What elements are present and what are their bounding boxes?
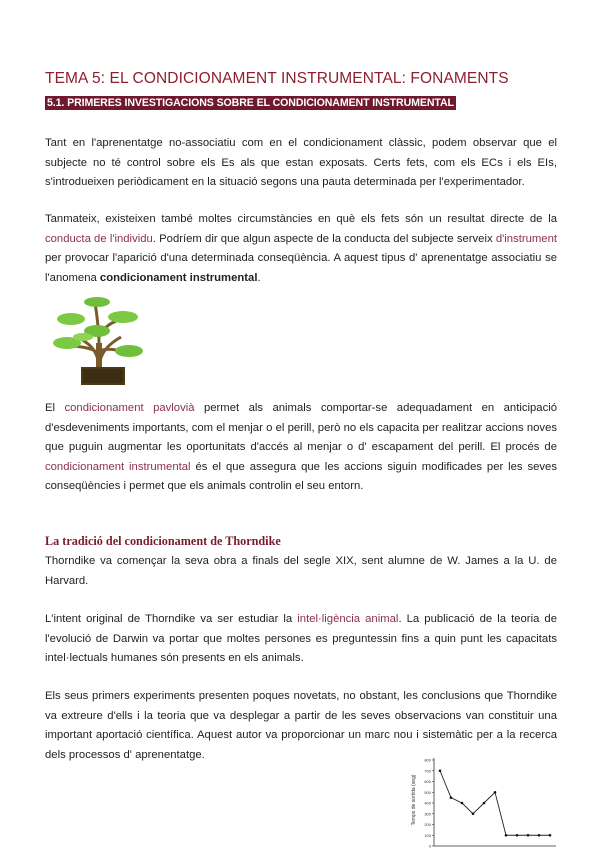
learning-curve-chart <box>400 752 560 848</box>
series-line <box>440 771 550 836</box>
section-subtitle: 5.1. PRIMERES INVESTIGACIONS SOBRE EL CONDICIONAMENT INSTRUMENTAL <box>47 97 454 109</box>
data-point <box>439 769 442 772</box>
y-tick-label: 500 <box>424 789 431 795</box>
link-condicionament-instrumental[interactable]: condicionament instrumental <box>45 460 191 473</box>
data-point <box>549 834 552 837</box>
link-condicionament-pavlovia[interactable]: condicionament pavlovià <box>64 402 195 414</box>
data-point <box>461 802 464 805</box>
y-axis-label: Temps de sortida (seg) <box>411 774 417 826</box>
link-conducta-individu[interactable]: conducta de l'individu <box>45 232 153 245</box>
data-point <box>516 834 519 837</box>
paragraph-thorndike-intent: L'intent original de Thorndike va ser estudiar la intel·ligència animal. La publicació de la teoria de l'evolució de Darwin va portar que moltes persones es preguntessin fins a quin punt les capacitats intel·lectuals humanes són presents en els animals. <box>45 613 557 664</box>
data-point <box>527 834 530 837</box>
data-point <box>450 796 453 799</box>
y-tick-label: 300 <box>424 811 431 817</box>
y-tick-label: 700 <box>424 768 431 774</box>
y-tick-label: 100 <box>424 832 431 838</box>
y-tick-label: 400 <box>424 800 431 806</box>
paragraph-pavlovian: El condicionament pavlovià permet als animals comportar-se adequadament en anticipació d'esdeveniments importants, com el menjar o el perill, però no els capacita per realitzar accions noves que puguin augmentar les oportunitats d'accés al menjar o d' escapament del perill. El procés de condicionament instrumental és el que assegura que les accions siguin modificades per les seves conseqüències i permet que els animals controlin el seu entorn. <box>45 402 558 492</box>
page-title: TEMA 5: EL CONDICIONAMENT INSTRUMENTAL: FONAMENTS <box>45 70 509 87</box>
section-heading-thorndike: La tradició del condicionament de Thorndike <box>45 534 281 548</box>
term-condicionament-instrumental: condicionament instrumental <box>99 271 258 284</box>
paragraph-thorndike-bio: Thorndike va començar la seva obra a finals del segle XIX, sent alumne de W. James a la U. de Harvard. <box>45 555 557 587</box>
y-tick-label: 0 <box>428 843 431 848</box>
tree-illustration <box>47 293 157 389</box>
y-tick-label: 600 <box>424 779 431 784</box>
y-tick-label: 200 <box>424 822 431 827</box>
y-tick-label: 800 <box>424 757 431 763</box>
data-point <box>483 802 486 805</box>
paragraph-definition: Tanmateix, existeixen també moltes circumstàncies en què els fets són un resultat directe de la conducta de l'individu. Podríem dir que algun aspecte de la conducta del subjecte serveix d'instrument per provocar l'aparició d'una determinada conseqüència. A aquest tipus d' aprenentatge associatiu se l'anomena condicionament instrumental. <box>45 213 557 284</box>
paragraph-thorndike-experiments: Els seus primers experiments presenten poques novetats, no obstant, les conclusions que Thorndike va extreure d'ells i la teoria que va desplegar a partir de les seves observacions van constituir una important aportació científica. Aquest autor va proporcionar un marc nou i sistemàtic per a la recerca dels processos d' aprenentatge. <box>45 690 557 761</box>
paragraph-intro: Tant en l'aprenentatge no-associatiu com en el condicionament clàssic, podem observar que el subjecte no té control sobre els Es als que estan exposats. Certs fets, com els ECs i els EIs, s'introdueixen periòdicament en la situació segons una pauta determinada per l'experimentador. <box>45 137 557 188</box>
data-point <box>472 812 475 815</box>
link-instrument[interactable]: d'instrument <box>495 232 557 245</box>
data-point <box>494 791 497 794</box>
link-intelligencia-animal[interactable]: intel·ligència animal <box>297 613 399 625</box>
data-point <box>505 834 508 837</box>
data-point <box>538 834 541 837</box>
